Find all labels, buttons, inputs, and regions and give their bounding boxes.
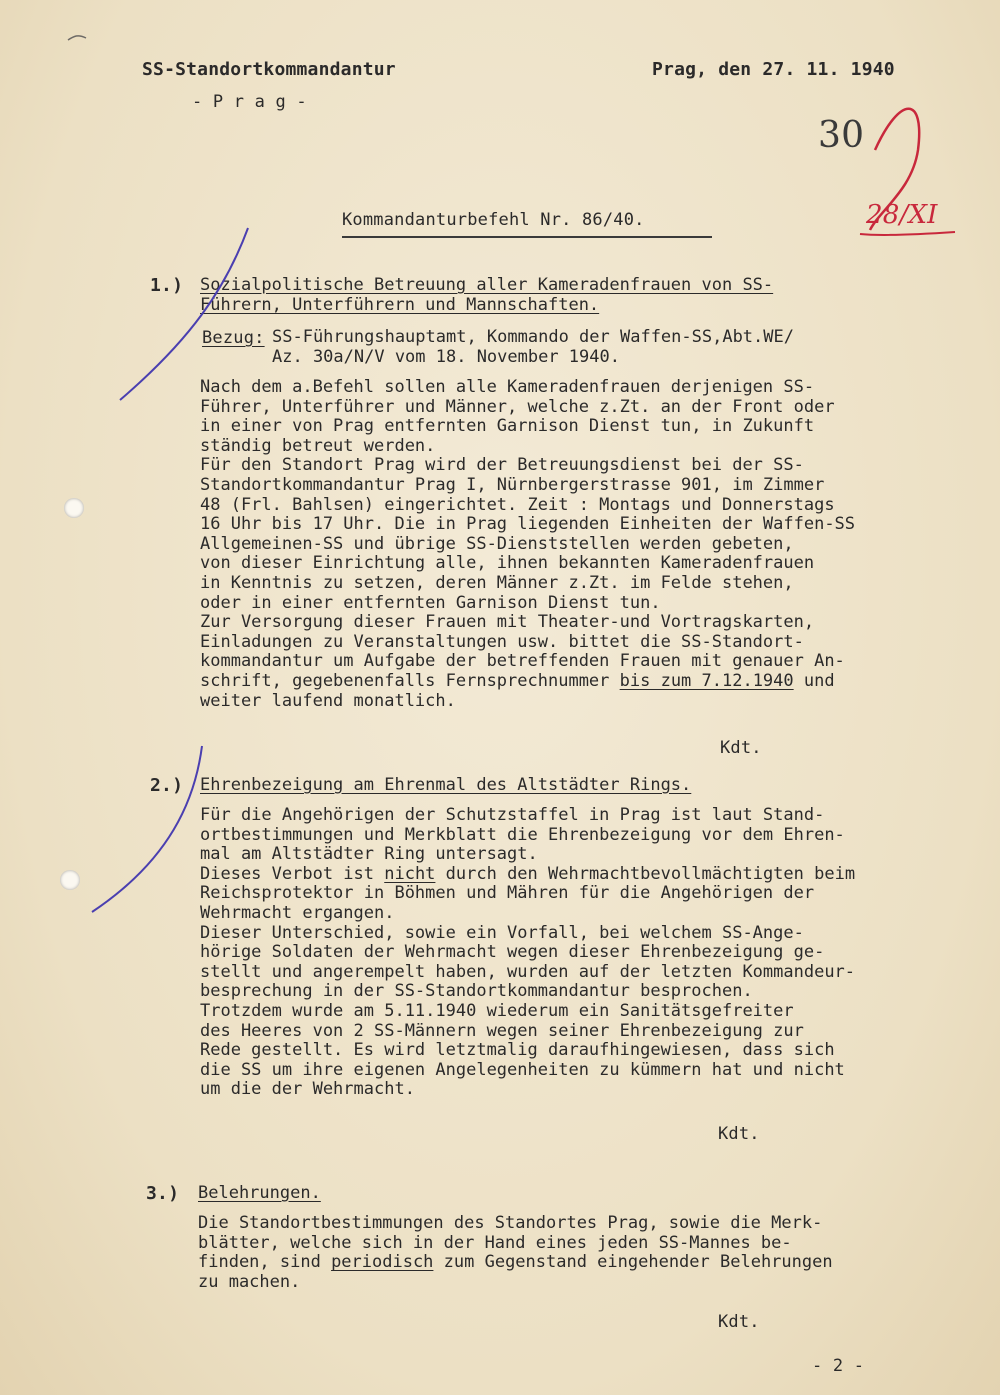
- page-footer: - 2 -: [812, 1356, 865, 1376]
- section-2-signature: Kdt.: [718, 1124, 760, 1144]
- office-name: SS-Standortkommandantur: [142, 59, 396, 80]
- pencil-stroke: [92, 746, 202, 912]
- section-1-number: 1.): [150, 275, 184, 296]
- section-3-body: Die Standortbestimmungen des Standortes Prag, sowie die Merk- blätter, welche sich in der Hand eines jeden SS-Mannes be- finden, sind periodisch zum Gegenstand eingehender Belehrungen zu machen.: [198, 1213, 833, 1292]
- order-title: Kommandanturbefehl Nr. 86/40.: [342, 210, 645, 230]
- section-1-heading: Sozialpolitische Betreuung aller Kameradenfrauen von SS- Führern, Unterführern und Mannschaften.: [200, 275, 774, 315]
- emphasis-periodisch: periodisch: [331, 1252, 434, 1273]
- pencil-tick: [68, 36, 86, 40]
- section-3-signature: Kdt.: [718, 1312, 760, 1332]
- section-1-reference: SS-Führungshauptamt, Kommando der Waffen-SS,Abt.WE/ Az. 30a/N/V vom 18. November 1940.: [272, 327, 794, 367]
- section-1-body: Nach dem a.Befehl sollen alle Kameradenfrauen derjenigen SS- Führer, Unterführer und Männer, welche z.Zt. an der Front oder in einer von Prag entfernten Garnison Dienst tun, in Zukunft ständig betreut werden. Für den Standort Prag wird der Betreuungsdienst bei der SS- Standortkommandantur Prag I, Nürnbergerstrasse 901, im Zimmer 48 (Frl. Bahlsen) eingerichtet. Zeit : Montags und Donnerstags 16 Uhr bis 17 Uhr. Die in Prag liegenden Einheiten der Waffen-SS Allgemeinen-SS und übrige SS-Dienststellen werden gebeten, von dieser Einrichtung alle, ihnen bekannten Kameradenfrauen in Kenntnis zu setzen, deren Männer z.Zt. im Felde stehen, oder in einer entfernten Garnison Dienst tun. Zur Versorgung dieser Frauen mit Theater-und Vortragskarten, Einladungen zu Veranstaltungen usw. bittet die SS-Standort- kommandantur um Aufgabe der betreffenden Frauen mit genauer An- schrift, gegebenenfalls Fernsprechnummer bis zum 7.12.1940 und weiter laufend monatlich.: [200, 377, 856, 711]
- red-ink-stroke: [870, 109, 919, 230]
- section-3-heading: Belehrungen.: [198, 1183, 321, 1203]
- red-ink-underline: [860, 232, 955, 235]
- section-1-signature: Kdt.: [720, 738, 762, 758]
- page-number-annotation: 30: [818, 115, 865, 156]
- section-2-number: 2.): [150, 775, 184, 796]
- section-2-body: Für die Angehörigen der Schutzstaffel in Prag ist laut Stand- ortbestimmungen und Merkblatt die Ehrenbezeigung vor dem Ehren- mal am Altstädter Ring untersagt. Dieses Verbot ist nicht durch den Wehrmachtbevollmächtigten beim Reichsprotektor in Böhmen und Mähren für die Angehörigen der Wehrmacht ergangen. Dieser Unterschied, sowie ein Vorfall, bei welchem SS-Ange- hörige Soldaten der Wehrmacht wegen dieser Ehrenbezeigung ge- stellt und angerempelt haben, wurden auf der letzten Kommandeur- besprechung in der SS-Standortkommandantur besprochen. Trotzdem wurde am 5.11.1940 wiederum ein Sanitätsgefreiter des Heeres von 2 SS-Männern wegen seiner Ehrenbezeigung zur Rede gestellt. Es wird letztmalig daraufhingewiesen, dass sich die SS um ihre eigenen Angelegenheiten zu kümmern hat und nicht um die der Wehrmacht.: [200, 805, 856, 1100]
- section-2-heading: Ehrenbezeigung am Ehrenmal des Altstädter Rings.: [200, 775, 692, 795]
- section-3-number: 3.): [146, 1183, 180, 1204]
- pencil-stroke: [120, 228, 248, 400]
- place-date: Prag, den 27. 11. 1940: [652, 59, 895, 80]
- office-city: - P r a g -: [192, 92, 307, 112]
- emphasis-nicht: nicht: [384, 863, 436, 884]
- handwritten-date: 28/XI: [866, 200, 938, 230]
- section-1-ref-label: Bezug:: [202, 328, 265, 348]
- deadline: bis zum 7.12.1940: [619, 670, 794, 691]
